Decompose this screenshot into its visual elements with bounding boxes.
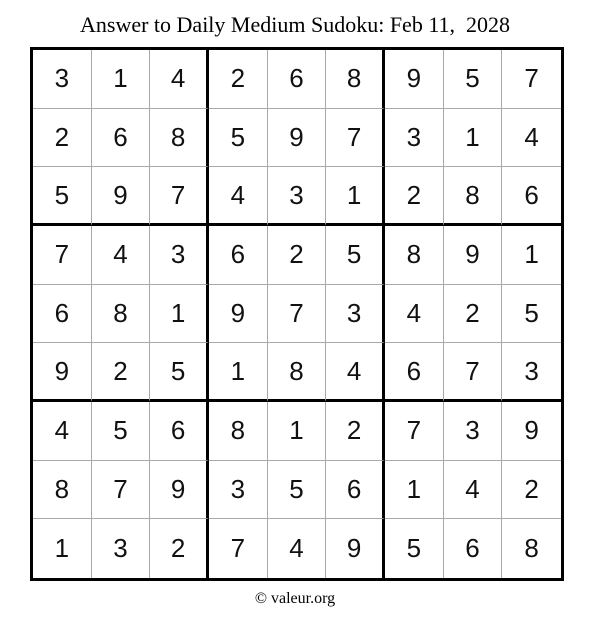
sudoku-cell-r4-c9[interactable]: 1 (502, 226, 561, 285)
sudoku-cell-r7-c8[interactable]: 3 (444, 402, 503, 461)
sudoku-cell-r5-c5[interactable]: 7 (268, 285, 327, 344)
sudoku-cell-r2-c1[interactable]: 2 (33, 109, 92, 168)
sudoku-cell-r1-c4[interactable]: 2 (209, 50, 268, 109)
sudoku-cell-r9-c5[interactable]: 4 (268, 519, 327, 578)
sudoku-cell-r4-c6[interactable]: 5 (326, 226, 385, 285)
sudoku-cell-r1-c1[interactable]: 3 (33, 50, 92, 109)
sudoku-cell-r1-c7[interactable]: 9 (385, 50, 444, 109)
sudoku-cell-r5-c2[interactable]: 8 (92, 285, 151, 344)
sudoku-cell-r6-c6[interactable]: 4 (326, 343, 385, 402)
sudoku-cell-r4-c3[interactable]: 3 (150, 226, 209, 285)
sudoku-cell-r5-c6[interactable]: 3 (326, 285, 385, 344)
sudoku-cell-r7-c9[interactable]: 9 (502, 402, 561, 461)
sudoku-cell-r3-c8[interactable]: 8 (444, 167, 503, 226)
sudoku-cell-r8-c7[interactable]: 1 (385, 461, 444, 520)
sudoku-cell-r2-c7[interactable]: 3 (385, 109, 444, 168)
sudoku-cell-r2-c4[interactable]: 5 (209, 109, 268, 168)
sudoku-cell-r9-c8[interactable]: 6 (444, 519, 503, 578)
sudoku-cell-r2-c3[interactable]: 8 (150, 109, 209, 168)
sudoku-cell-r8-c4[interactable]: 3 (209, 461, 268, 520)
sudoku-cell-r2-c6[interactable]: 7 (326, 109, 385, 168)
sudoku-cell-r7-c7[interactable]: 7 (385, 402, 444, 461)
sudoku-cell-r8-c5[interactable]: 5 (268, 461, 327, 520)
sudoku-cell-r1-c6[interactable]: 8 (326, 50, 385, 109)
sudoku-cell-r6-c9[interactable]: 3 (502, 343, 561, 402)
sudoku-cell-r8-c8[interactable]: 4 (444, 461, 503, 520)
sudoku-cell-r3-c7[interactable]: 2 (385, 167, 444, 226)
sudoku-cell-r9-c9[interactable]: 8 (502, 519, 561, 578)
sudoku-cell-r3-c2[interactable]: 9 (92, 167, 151, 226)
sudoku-cell-r2-c2[interactable]: 6 (92, 109, 151, 168)
sudoku-cell-r9-c4[interactable]: 7 (209, 519, 268, 578)
sudoku-cell-r9-c1[interactable]: 1 (33, 519, 92, 578)
sudoku-cell-r1-c2[interactable]: 1 (92, 50, 151, 109)
sudoku-cell-r5-c7[interactable]: 4 (385, 285, 444, 344)
sudoku-cell-r5-c9[interactable]: 5 (502, 285, 561, 344)
sudoku-cell-r9-c3[interactable]: 2 (150, 519, 209, 578)
sudoku-cell-r6-c4[interactable]: 1 (209, 343, 268, 402)
sudoku-cell-r6-c3[interactable]: 5 (150, 343, 209, 402)
sudoku-cell-r5-c4[interactable]: 9 (209, 285, 268, 344)
sudoku-cell-r3-c9[interactable]: 6 (502, 167, 561, 226)
sudoku-cell-r5-c3[interactable]: 1 (150, 285, 209, 344)
sudoku-cell-r4-c7[interactable]: 8 (385, 226, 444, 285)
page-title: Answer to Daily Medium Sudoku: Feb 11, 2028 (80, 12, 510, 37)
sudoku-cell-r9-c7[interactable]: 5 (385, 519, 444, 578)
sudoku-cell-r8-c1[interactable]: 8 (33, 461, 92, 520)
sudoku-cell-r3-c3[interactable]: 7 (150, 167, 209, 226)
sudoku-cell-r2-c9[interactable]: 4 (502, 109, 561, 168)
sudoku-cell-r1-c5[interactable]: 6 (268, 50, 327, 109)
sudoku-cell-r7-c5[interactable]: 1 (268, 402, 327, 461)
copyright-footer: © valeur.org (254, 590, 336, 607)
sudoku-cell-r1-c8[interactable]: 5 (444, 50, 503, 109)
sudoku-cell-r3-c6[interactable]: 1 (326, 167, 385, 226)
sudoku-cell-r9-c6[interactable]: 9 (326, 519, 385, 578)
sudoku-cell-r7-c6[interactable]: 2 (326, 402, 385, 461)
sudoku-cell-r6-c8[interactable]: 7 (444, 343, 503, 402)
sudoku-cell-r8-c2[interactable]: 7 (92, 461, 151, 520)
sudoku-cell-r5-c8[interactable]: 2 (444, 285, 503, 344)
sudoku-cell-r8-c9[interactable]: 2 (502, 461, 561, 520)
sudoku-cell-r3-c1[interactable]: 5 (33, 167, 92, 226)
sudoku-cell-r3-c4[interactable]: 4 (209, 167, 268, 226)
sudoku-cell-r4-c8[interactable]: 9 (444, 226, 503, 285)
sudoku-cell-r2-c5[interactable]: 9 (268, 109, 327, 168)
sudoku-cell-r6-c2[interactable]: 2 (92, 343, 151, 402)
sudoku-cell-r4-c2[interactable]: 4 (92, 226, 151, 285)
sudoku-cell-r4-c5[interactable]: 2 (268, 226, 327, 285)
sudoku-cell-r8-c6[interactable]: 6 (326, 461, 385, 520)
sudoku-cell-r9-c2[interactable]: 3 (92, 519, 151, 578)
sudoku-cell-r8-c3[interactable]: 9 (150, 461, 209, 520)
sudoku-cell-r4-c4[interactable]: 6 (209, 226, 268, 285)
sudoku-cell-r6-c1[interactable]: 9 (33, 343, 92, 402)
sudoku-cell-r7-c1[interactable]: 4 (33, 402, 92, 461)
sudoku-board (30, 47, 564, 581)
sudoku-cell-r5-c1[interactable]: 6 (33, 285, 92, 344)
sudoku-cell-r2-c8[interactable]: 1 (444, 109, 503, 168)
sudoku-cell-r7-c2[interactable]: 5 (92, 402, 151, 461)
sudoku-cell-r3-c5[interactable]: 3 (268, 167, 327, 226)
sudoku-cell-r7-c4[interactable]: 8 (209, 402, 268, 461)
sudoku-cell-r7-c3[interactable]: 6 (150, 402, 209, 461)
sudoku-cell-r1-c9[interactable]: 7 (502, 50, 561, 109)
sudoku-cell-r1-c3[interactable]: 4 (150, 50, 209, 109)
sudoku-cell-r6-c7[interactable]: 6 (385, 343, 444, 402)
sudoku-cell-r4-c1[interactable]: 7 (33, 226, 92, 285)
sudoku-cell-r6-c5[interactable]: 8 (268, 343, 327, 402)
